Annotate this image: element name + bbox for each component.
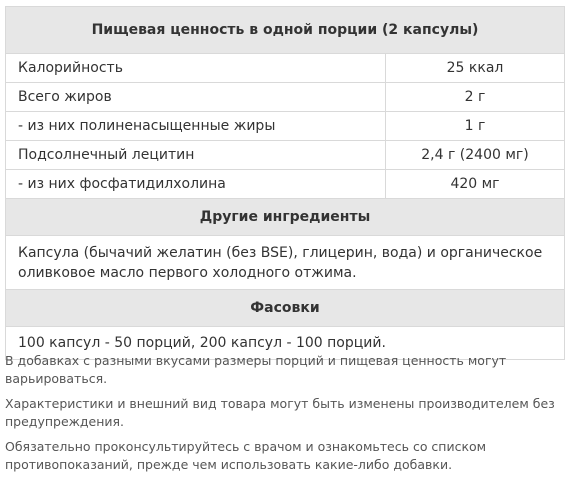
product-info bbox=[5, 6, 565, 360]
packaging-title: Фасовки bbox=[6, 290, 565, 327]
ingredients-title: Другие ингредиенты bbox=[6, 199, 565, 236]
disclaimer-note: Характеристики и внешний вид товара могут быть изменены производителем без предупреждения. bbox=[5, 396, 555, 429]
nutrient-name: - из них полиненасыщенные жиры bbox=[6, 112, 386, 141]
ingredients-row bbox=[6, 236, 565, 290]
disclaimer-note: В добавках с разными вкусами размеры порций и пищевая ценность могут варьироваться. bbox=[5, 353, 507, 386]
packaging-header-row bbox=[6, 290, 565, 327]
disclaimer-note: Обязательно проконсультируйтесь с врачом и ознакомьтесь со списком противопоказаний, прежде чем использовать какие-либо добавки. bbox=[5, 439, 487, 472]
nutrition-table bbox=[5, 6, 565, 360]
ingredients-header-row bbox=[6, 199, 565, 236]
nutrition-header-row bbox=[6, 7, 565, 54]
nutrient-name: Всего жиров bbox=[6, 83, 386, 112]
nutrient-name: - из них фосфатидилхолина bbox=[6, 170, 386, 199]
nutrient-value: 2,4 г (2400 мг) bbox=[386, 141, 565, 170]
nutrient-name: Подсолнечный лецитин bbox=[6, 141, 386, 170]
ingredients-text: Капсула (бычачий желатин (без BSE), глицерин, вода) и органическое оливковое масло первого холодного отжима. bbox=[6, 236, 565, 290]
table-row bbox=[6, 141, 565, 170]
nutrient-value: 2 г bbox=[386, 83, 565, 112]
nutrient-value: 1 г bbox=[386, 112, 565, 141]
table-row bbox=[6, 83, 565, 112]
nutrient-name: Калорийность bbox=[6, 54, 386, 83]
disclaimer-notes bbox=[5, 352, 570, 481]
table-row bbox=[6, 170, 565, 199]
packaging-text: 100 капсул - 50 порций, 200 капсул - 100 порций. bbox=[6, 327, 565, 360]
nutrition-title: Пищевая ценность в одной порции (2 капсулы) bbox=[6, 7, 565, 54]
nutrient-value: 420 мг bbox=[386, 170, 565, 199]
table-row bbox=[6, 112, 565, 141]
nutrient-value: 25 ккал bbox=[386, 54, 565, 83]
table-row bbox=[6, 54, 565, 83]
